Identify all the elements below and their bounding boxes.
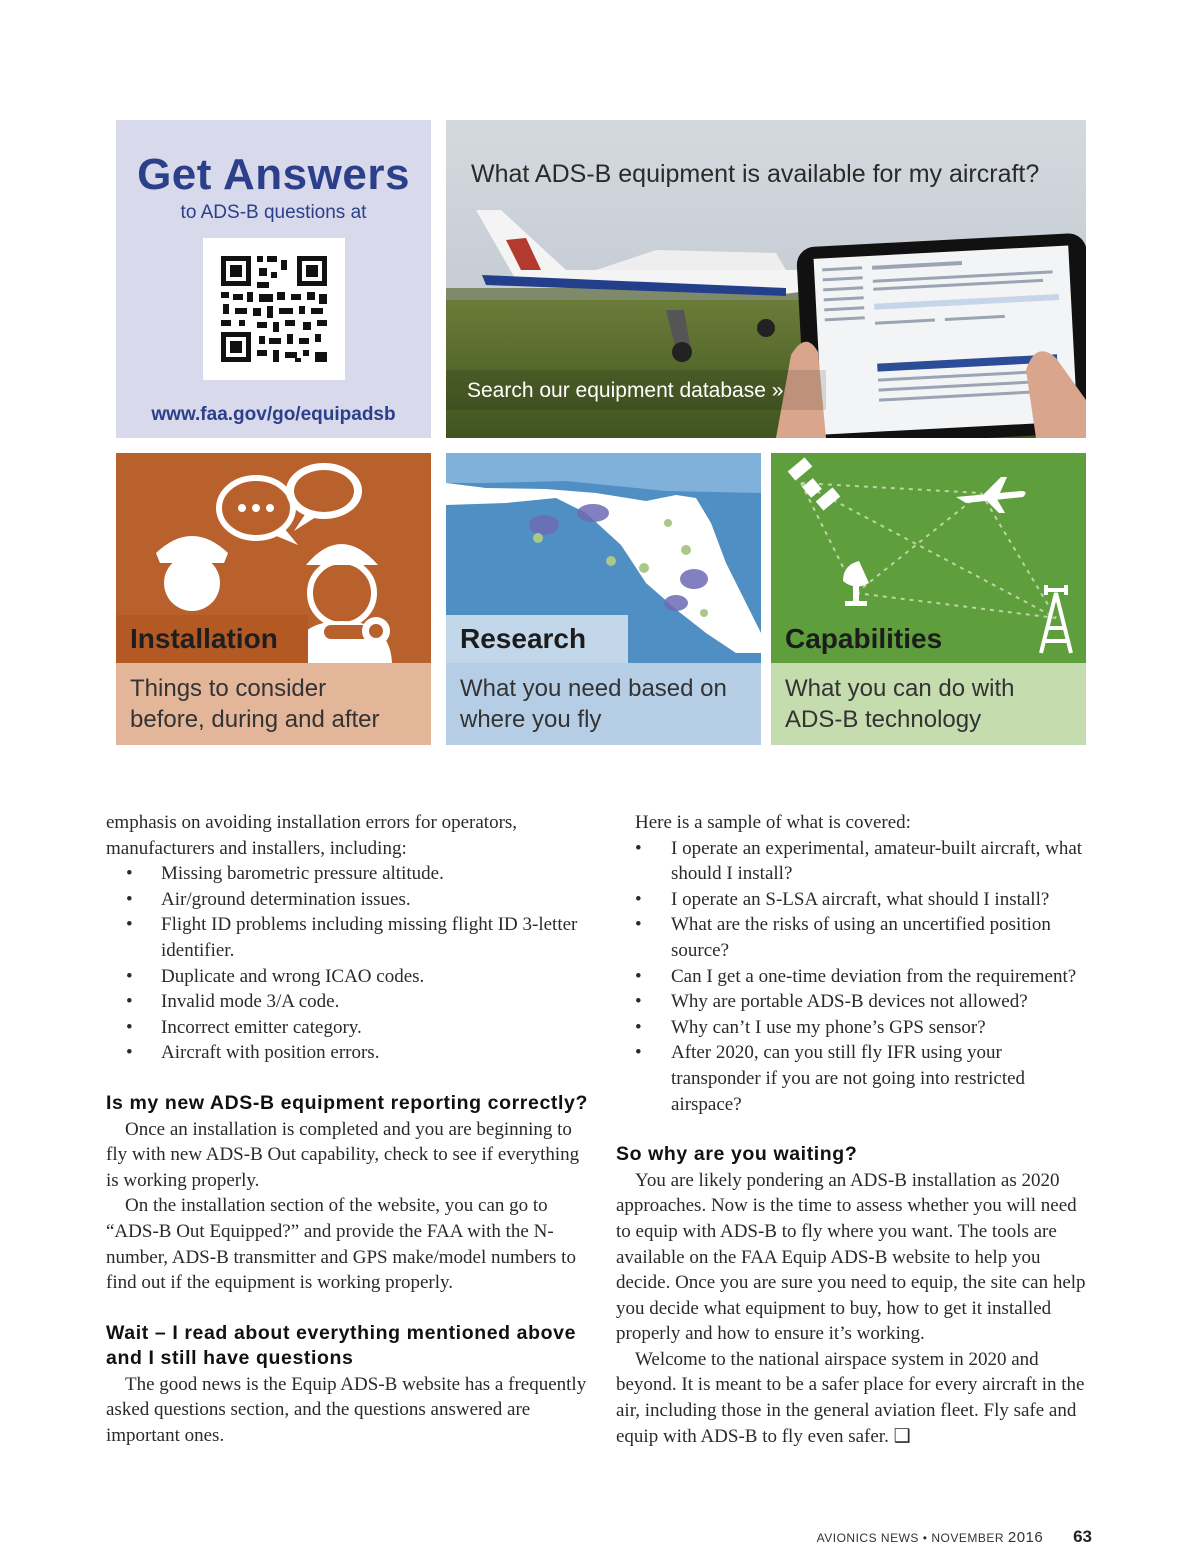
section-heading: Wait – I read about everything mentioned above and I still have questions (106, 1321, 577, 1370)
list-item: • Why are portable ADS-B devices not allowed? (616, 989, 1096, 1015)
list-item: • After 2020, can you still fly IFR using your transponder if you are not going into restricted airspace? (616, 1040, 1096, 1117)
satellite-icon (788, 457, 841, 510)
list-item: • What are the risks of using an uncertified position source? (616, 912, 1096, 963)
speech-bubble-icon (219, 463, 362, 545)
list-item: • Why can’t I use my phone’s GPS sensor? (616, 1015, 1096, 1041)
list-item: • Flight ID problems including missing flight ID 3-letter identifier. (106, 912, 596, 963)
list-item: • I operate an S-LSA aircraft, what should I install? (616, 887, 1096, 913)
section-heading: Is my new ADS-B equipment reporting correctly? (106, 1091, 588, 1114)
research-tile[interactable] (446, 453, 761, 745)
capabilities-title: Capabilities (771, 615, 975, 663)
list-item: • Air/ground determination issues. (106, 887, 596, 913)
body-paragraph: Once an installation is completed and you are beginning to fly with new ADS-B Out capability, check to see if everything is working properly. (106, 1118, 580, 1191)
body-paragraph: The good news is the Equip ADS-B website has a frequently asked questions section, and the questions answered are important ones. (106, 1373, 587, 1447)
list-item: • Invalid mode 3/A code. (106, 989, 596, 1015)
body-paragraph: You are likely pondering an ADS-B installation as 2020 approaches. Now is the time to assess whether you will need to equip with ADS-B to fly where you want. The tools are available on the FAA Equip ADS-B website to help you decide. Once you are sure you need to equip, the site can help you decide what equipment to buy, how to get it installed properly and how to ensure it’s working. (616, 1169, 1086, 1345)
right-intro-paragraph: Here is a sample of what is covered: (635, 812, 911, 833)
list-item: • Duplicate and wrong ICAO codes. (106, 964, 596, 990)
faq-sample-list (616, 836, 1096, 1118)
list-item: • I operate an experimental, amateur-built aircraft, what should I install? (616, 836, 1096, 887)
search-database-link[interactable]: Search our equipment database » (467, 379, 784, 402)
list-item: • Incorrect emitter category. (106, 1015, 596, 1041)
photo-headline: What ADS-B equipment is available for my aircraft? (471, 160, 1040, 188)
research-description: What you need based on where you fly (446, 663, 761, 745)
list-item: • Can I get a one-time deviation from the requirement? (616, 964, 1096, 990)
radio-tower-icon (1041, 585, 1071, 653)
list-item: • Aircraft with position errors. (106, 1040, 596, 1066)
installation-errors-list (106, 861, 596, 1066)
research-title: Research (446, 615, 628, 663)
network-lines-icon (801, 483, 1056, 618)
qr-tile[interactable] (116, 120, 431, 438)
installation-tile[interactable] (116, 453, 431, 745)
qr-title: Get Answers (137, 150, 410, 199)
left-column (106, 810, 596, 1449)
capabilities-description: What you can do with ADS-B technology (771, 663, 1086, 745)
ads-b-promo-graphic (116, 120, 1086, 745)
section-heading: So why are you waiting? (616, 1143, 858, 1166)
page-number: 63 (1073, 1527, 1092, 1546)
qr-subtitle: to ADS-B questions at (180, 202, 367, 223)
page-footer (817, 1527, 1092, 1547)
publication-name: AVIONICS NEWS (816, 1531, 919, 1545)
body-paragraph: Welcome to the national airspace system in 2020 and beyond. It is meant to be a safer place for every aircraft in the air, including those in the general aviation fleet. Fly safe and equip with ADS-B to fly even safer. ❑ (616, 1348, 1085, 1447)
qr-code-icon[interactable] (203, 238, 345, 380)
issue-year: 2016 (1007, 1529, 1044, 1546)
capabilities-tile[interactable] (771, 453, 1086, 745)
airplane-icon (956, 477, 1026, 513)
qr-url-link[interactable]: www.faa.gov/go/equipadsb (151, 404, 396, 425)
installation-title: Installation (116, 615, 308, 663)
installation-description: Things to consider before, during and after (116, 663, 431, 745)
right-column (616, 810, 1096, 1449)
equipment-database-tile[interactable] (446, 120, 1086, 438)
list-item: • Missing barometric pressure altitude. (106, 861, 596, 887)
ground-antenna-icon (843, 561, 869, 606)
body-paragraph: On the installation section of the website, you can go to “ADS-B Out Equipped?” and provide the FAA with the N-number, ADS-B transmitter and GPS make/model numbers to find out if the equipment is working properly. (106, 1195, 576, 1294)
issue-month: NOVEMBER (931, 1531, 1005, 1545)
footer-separator: • (922, 1531, 928, 1545)
left-intro-paragraph: emphasis on avoiding installation errors for operators, manufacturers and installers, including: (106, 812, 518, 859)
